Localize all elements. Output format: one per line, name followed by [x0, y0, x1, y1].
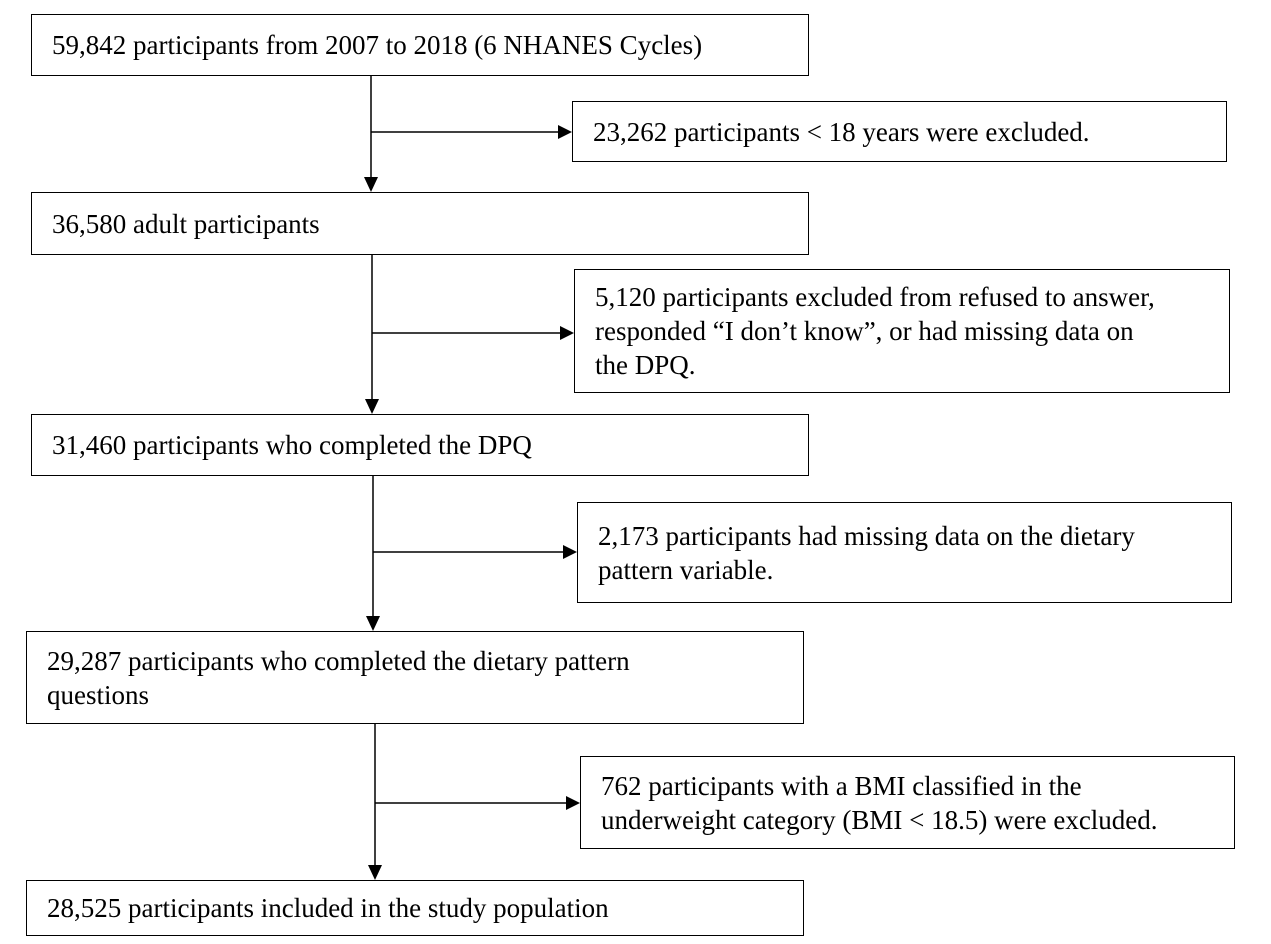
exclusion-label: 762 participants with a BMI classified in the underweight category (BMI < 18.5) were excluded. — [601, 770, 1158, 835]
exclusion-box-under-18 — [572, 101, 1227, 162]
flow-step-total-participants — [31, 14, 809, 76]
exclusion-arrowhead-3 — [563, 545, 577, 559]
flow-arrowhead-2 — [365, 399, 379, 414]
exclusion-box-underweight — [580, 756, 1235, 849]
flow-step-label: 59,842 participants from 2007 to 2018 (6 NHANES Cycles) — [52, 30, 703, 60]
exclusion-label: 2,173 participants had missing data on the dietary pattern variable. — [598, 520, 1135, 585]
flow-step-label: 36,580 adult participants — [52, 208, 320, 239]
flow-step-label: 31,460 participants who completed the DPQ — [52, 430, 532, 460]
flow-step-label: 28,525 participants included in the study population — [47, 893, 609, 923]
flow-step-completed-dietary — [26, 631, 804, 724]
exclusion-arrowhead-2 — [560, 326, 574, 340]
exclusion-box-dpq-missing — [574, 269, 1230, 393]
flow-step-study-population — [26, 880, 804, 936]
flow-arrowhead-4 — [368, 865, 382, 880]
exclusion-arrowhead-1 — [558, 125, 572, 139]
exclusion-arrowhead-4 — [566, 796, 580, 810]
exclusion-label: 5,120 participants excluded from refused to answer, responded “I don’t know”, or had missing data on the DPQ. — [595, 282, 1155, 380]
flow-arrowhead-3 — [366, 616, 380, 631]
flow-step-adult-participants — [31, 192, 809, 255]
exclusion-label: 23,262 participants < 18 years were excluded. — [593, 116, 1090, 147]
flow-arrowhead-1 — [364, 177, 378, 192]
flow-step-label: 29,287 participants who completed the dietary pattern questions — [47, 645, 630, 710]
flow-step-completed-dpq — [31, 414, 809, 476]
exclusion-box-dietary-missing — [577, 502, 1232, 603]
